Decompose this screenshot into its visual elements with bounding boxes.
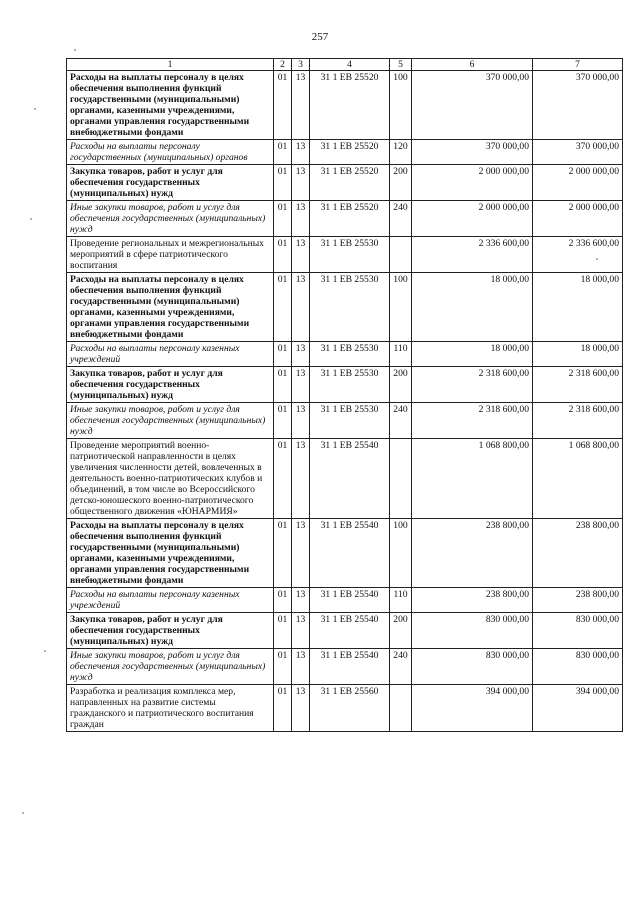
row-amount-2-cell: 370 000,00 (533, 140, 623, 165)
row-amount-2-cell: 2 000 000,00 (533, 165, 623, 201)
table-row (67, 273, 623, 342)
row-amount-2-cell: 830 000,00 (533, 649, 623, 685)
header-col-7: 7 (533, 59, 623, 71)
row-subsection-cell: 13 (292, 403, 310, 439)
row-target-article-cell: 31 1 ЕВ 25520 (310, 140, 390, 165)
row-target-article-cell: 31 1 ЕВ 25520 (310, 201, 390, 237)
row-subsection-cell: 13 (292, 273, 310, 342)
row-amount-2-cell: 238 800,00 (533, 588, 623, 613)
table-row (67, 403, 623, 439)
row-amount-cell: 370 000,00 (412, 71, 533, 140)
row-section-cell: 01 (274, 237, 292, 273)
scan-speck (74, 49, 76, 51)
table-row (67, 613, 623, 649)
table-row (67, 140, 623, 165)
row-name-cell: Расходы на выплаты персоналу в целях обеспечения выполнения функций государственными (муниципальными) органами, казенными учреждениями, органами управления государственными внебюджетными фондами (67, 519, 274, 588)
row-section-cell: 01 (274, 71, 292, 140)
table-row (67, 237, 623, 273)
row-section-cell: 01 (274, 649, 292, 685)
scan-speck (30, 218, 32, 220)
row-expense-type-cell: 240 (390, 201, 412, 237)
scan-speck (44, 650, 46, 652)
row-expense-type-cell: 110 (390, 342, 412, 367)
row-target-article-cell: 31 1 ЕВ 25530 (310, 403, 390, 439)
row-name-cell: Иные закупки товаров, работ и услуг для обеспечения государственных (муниципальных) нужд (67, 649, 274, 685)
row-amount-cell: 2 318 600,00 (412, 367, 533, 403)
header-col-1: 1 (67, 59, 274, 71)
page-number: 257 (311, 31, 329, 43)
row-target-article-cell: 31 1 ЕВ 25530 (310, 367, 390, 403)
row-amount-cell: 18 000,00 (412, 342, 533, 367)
header-col-6: 6 (412, 59, 533, 71)
table-row (67, 342, 623, 367)
row-subsection-cell: 13 (292, 685, 310, 732)
scan-speck (22, 812, 24, 814)
row-amount-2-cell: 2 336 600,00 (533, 237, 623, 273)
row-subsection-cell: 13 (292, 201, 310, 237)
row-amount-2-cell: 18 000,00 (533, 342, 623, 367)
header-row (67, 59, 623, 71)
row-amount-cell: 2 336 600,00 (412, 237, 533, 273)
row-subsection-cell: 13 (292, 165, 310, 201)
row-subsection-cell: 13 (292, 439, 310, 519)
row-amount-cell: 18 000,00 (412, 273, 533, 342)
table-row (67, 201, 623, 237)
scan-speck (596, 258, 598, 260)
row-name-cell: Закупка товаров, работ и услуг для обеспечения государственных (муниципальных) нужд (67, 165, 274, 201)
row-target-article-cell: 31 1 ЕВ 25540 (310, 519, 390, 588)
row-name-cell: Закупка товаров, работ и услуг для обеспечения государственных (муниципальных) нужд (67, 613, 274, 649)
row-amount-cell: 394 000,00 (412, 685, 533, 732)
row-name-cell: Расходы на выплаты персоналу в целях обеспечения выполнения функций государственными (муниципальными) органами, казенными учреждениями, органами управления государственными внебюджетными фондами (67, 273, 274, 342)
row-name-cell: Расходы на выплаты персоналу государственных (муниципальных) органов (67, 140, 274, 165)
row-section-cell: 01 (274, 403, 292, 439)
row-section-cell: 01 (274, 140, 292, 165)
row-name-cell: Расходы на выплаты персоналу в целях обеспечения выполнения функций государственными (муниципальными) органами, казенными учреждениями, органами управления государственными внебюджетными фондами (67, 71, 274, 140)
budget-table (66, 58, 623, 732)
row-amount-2-cell: 2 318 600,00 (533, 403, 623, 439)
row-section-cell: 01 (274, 685, 292, 732)
row-expense-type-cell (390, 439, 412, 519)
row-amount-2-cell: 18 000,00 (533, 273, 623, 342)
row-subsection-cell: 13 (292, 140, 310, 165)
table-row (67, 685, 623, 732)
row-amount-cell: 2 318 600,00 (412, 403, 533, 439)
scan-speck (34, 108, 36, 110)
row-amount-cell: 2 000 000,00 (412, 165, 533, 201)
row-expense-type-cell: 200 (390, 613, 412, 649)
row-expense-type-cell (390, 237, 412, 273)
row-amount-cell: 238 800,00 (412, 519, 533, 588)
row-name-cell: Расходы на выплаты персоналу казенных учреждений (67, 342, 274, 367)
row-amount-2-cell: 1 068 800,00 (533, 439, 623, 519)
row-target-article-cell: 31 1 ЕВ 25530 (310, 342, 390, 367)
row-expense-type-cell: 100 (390, 71, 412, 140)
row-section-cell: 01 (274, 342, 292, 367)
row-section-cell: 01 (274, 273, 292, 342)
row-expense-type-cell: 240 (390, 649, 412, 685)
row-target-article-cell: 31 1 ЕВ 25530 (310, 273, 390, 342)
row-expense-type-cell: 110 (390, 588, 412, 613)
row-subsection-cell: 13 (292, 367, 310, 403)
row-target-article-cell: 31 1 ЕВ 25540 (310, 649, 390, 685)
row-amount-2-cell: 2 318 600,00 (533, 367, 623, 403)
row-amount-2-cell: 830 000,00 (533, 613, 623, 649)
row-expense-type-cell: 100 (390, 273, 412, 342)
row-amount-2-cell: 370 000,00 (533, 71, 623, 140)
row-section-cell: 01 (274, 439, 292, 519)
header-col-2: 2 (274, 59, 292, 71)
header-col-3: 3 (292, 59, 310, 71)
row-section-cell: 01 (274, 613, 292, 649)
row-section-cell: 01 (274, 201, 292, 237)
row-amount-2-cell: 394 000,00 (533, 685, 623, 732)
row-subsection-cell: 13 (292, 71, 310, 140)
row-target-article-cell: 31 1 ЕВ 25530 (310, 237, 390, 273)
row-target-article-cell: 31 1 ЕВ 25540 (310, 588, 390, 613)
row-expense-type-cell: 200 (390, 367, 412, 403)
row-section-cell: 01 (274, 588, 292, 613)
row-name-cell: Иные закупки товаров, работ и услуг для обеспечения государственных (муниципальных) нужд (67, 403, 274, 439)
row-subsection-cell: 13 (292, 613, 310, 649)
row-name-cell: Проведение мероприятий военно-патриотической направленности в целях увеличения численности детей, вовлеченных в деятельность военно-патриотических клубов и объединений, в том числе во Всероссийского детско-юношеского военно-патриотического общественного движения «ЮНАРМИЯ» (67, 439, 274, 519)
row-amount-cell: 830 000,00 (412, 649, 533, 685)
table-row (67, 71, 623, 140)
row-amount-cell: 1 068 800,00 (412, 439, 533, 519)
row-name-cell: Разработка и реализация комплекса мер, направленных на развитие системы гражданского и патриотического воспитания граждан (67, 685, 274, 732)
row-target-article-cell: 31 1 ЕВ 25520 (310, 71, 390, 140)
row-subsection-cell: 13 (292, 342, 310, 367)
row-amount-cell: 830 000,00 (412, 613, 533, 649)
table-row (67, 439, 623, 519)
row-amount-cell: 238 800,00 (412, 588, 533, 613)
row-expense-type-cell: 240 (390, 403, 412, 439)
row-subsection-cell: 13 (292, 237, 310, 273)
row-amount-2-cell: 238 800,00 (533, 519, 623, 588)
row-target-article-cell: 31 1 ЕВ 25560 (310, 685, 390, 732)
table-row (67, 649, 623, 685)
row-amount-2-cell: 2 000 000,00 (533, 201, 623, 237)
table-row (67, 367, 623, 403)
row-amount-cell: 2 000 000,00 (412, 201, 533, 237)
row-name-cell: Закупка товаров, работ и услуг для обеспечения государственных (муниципальных) нужд (67, 367, 274, 403)
row-expense-type-cell: 100 (390, 519, 412, 588)
row-target-article-cell: 31 1 ЕВ 25540 (310, 439, 390, 519)
row-name-cell: Иные закупки товаров, работ и услуг для обеспечения государственных (муниципальных) нужд (67, 201, 274, 237)
row-section-cell: 01 (274, 519, 292, 588)
row-subsection-cell: 13 (292, 649, 310, 685)
header-col-5: 5 (390, 59, 412, 71)
row-amount-cell: 370 000,00 (412, 140, 533, 165)
table-row (67, 165, 623, 201)
table-row (67, 519, 623, 588)
row-name-cell: Расходы на выплаты персоналу казенных учреждений (67, 588, 274, 613)
row-target-article-cell: 31 1 ЕВ 25520 (310, 165, 390, 201)
header-col-4: 4 (310, 59, 390, 71)
row-expense-type-cell: 120 (390, 140, 412, 165)
table-row (67, 588, 623, 613)
row-subsection-cell: 13 (292, 588, 310, 613)
row-subsection-cell: 13 (292, 519, 310, 588)
row-section-cell: 01 (274, 367, 292, 403)
row-expense-type-cell: 200 (390, 165, 412, 201)
row-section-cell: 01 (274, 165, 292, 201)
row-expense-type-cell (390, 685, 412, 732)
row-target-article-cell: 31 1 ЕВ 25540 (310, 613, 390, 649)
row-name-cell: Проведение региональных и межрегиональных мероприятий в сфере патриотического воспитания (67, 237, 274, 273)
